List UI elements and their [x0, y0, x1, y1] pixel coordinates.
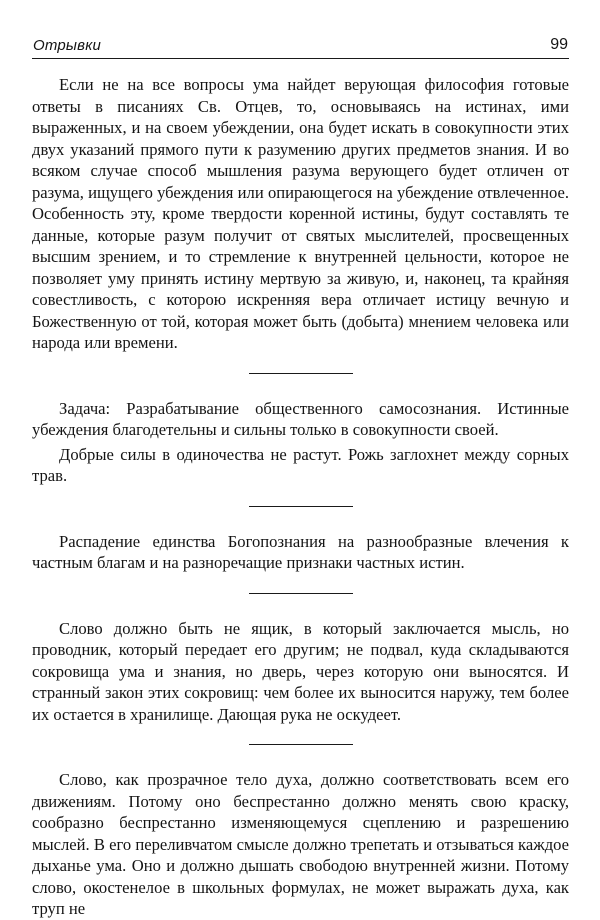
running-head [32, 36, 569, 59]
paragraph-word-conductor: Слово должно быть не ящик, в который заключается мысль, но проводник, который передает его другим; не подвал, куда складываются сокровища ума и знания, но дверь, через которую они выносятся. И странный закон этих сокровищ: чем более их выносится наружу, тем более их остается в хранилище. Дающая рука не оскудеет. [32, 618, 569, 724]
running-title: Отрывки [33, 37, 102, 54]
paragraph-task: Задача: Разрабатывание общественного самосознания. Истинные убеждения благодетельны и сильны только в совокупности своей. [32, 398, 569, 439]
paragraph-word-transparent-body: Слово, как прозрачное тело духа, должно соответствовать всем его движениям. Потому оно беспрестанно должно менять свою краску, сообразно беспрестанно изменяющемуся сцеплению и разрешению мыслей. В его переливчатом смысле должно трепетать и отзываться каждое дыханье ума. Оно и должно дышать свободою внутренней жизни. Потому слово, окостенелое в школьных формулах, не может выражать духа, как труп не [32, 770, 569, 918]
paragraph-disintegration: Распадение единства Богопознания на разнообразные влечения к частным благам и на разноречащие признаки частных истин. [32, 531, 569, 572]
paragraph-faith-philosophy: Если не на все вопросы ума найдет верующая философия готовые ответы в писаниях Св. Отцев, то, основываясь на истинах, ими выраженных, и на своем убеждении, она будет искать в совокупности этих двух указаний прямого пути к разумению других предметов знания. И во всяком случае способ мышления разума верующего будет отличен от разума, ищущего убеждения или опирающегося на убеждение отвлеченное. Особенность эту, кроме твердости коренной истины, будут составлять те данные, которые разум получит от святых мыслителей, просвещенных высшим зрением, и то стремление к внутренней цельности, которое не позволяет уму принять истину мертвую за живую, и, наконец, та крайняя совестливость, с которою искренняя вера отличает истицу вечную и Божественную от той, которая может быть (добыта) мнением человека или народа или времени. [32, 75, 569, 352]
book-page [32, 0, 569, 918]
paragraph-good-forces: Добрые силы в одиночества не растут. Рожь заглохнет между сорных трав. [32, 444, 569, 485]
body-text [32, 74, 569, 920]
page-number: 99 [550, 36, 568, 53]
